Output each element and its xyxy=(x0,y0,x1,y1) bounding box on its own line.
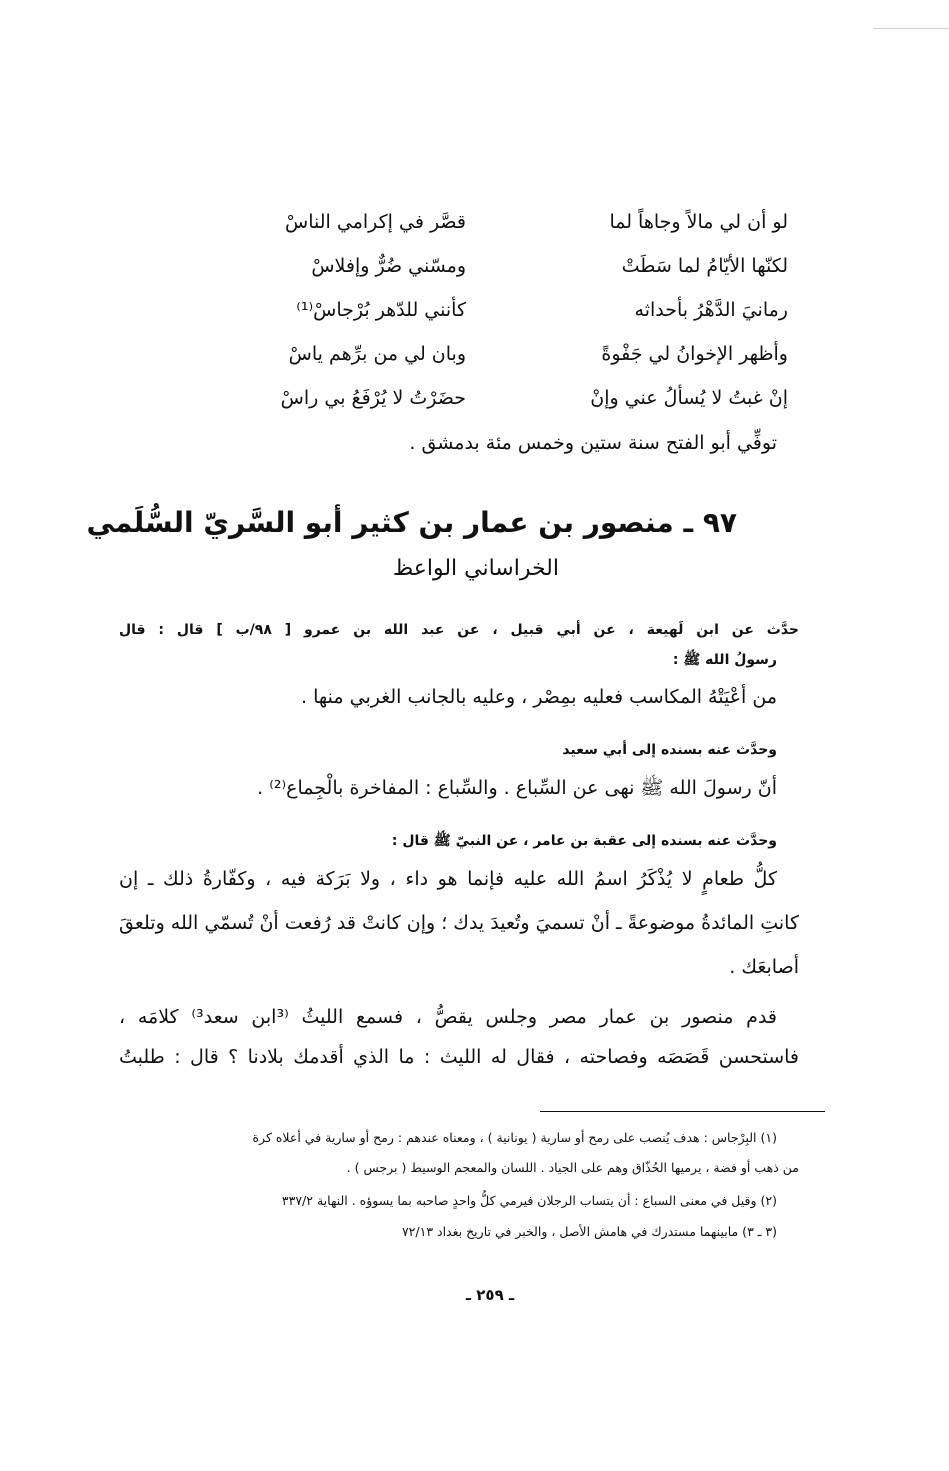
poem-verse xyxy=(190,376,788,420)
entry-subheading: الخراساني الواعظ xyxy=(392,556,559,581)
hadith-line: كلُّ طعامٍ لا يُذْكَرُ اسمُ الله عليه فإنما هو داء ، ولا بَرَكة فيه ، وكفّارةُ ذلك ـ إن xyxy=(119,868,777,890)
isnad-line: وحدَّث عنه بسنده إلى أبي سعيد xyxy=(562,742,777,758)
scan-edge-line xyxy=(873,28,949,29)
verse-second-hemistich: قصَّر في إكرامي الناسْ xyxy=(285,211,466,233)
narrative-line: فاستحسن قَصَصَه وفصاحته ، فقال له الليث : ما الذي أقدمك بلادنا ؟ قال : طلبتُ xyxy=(119,1046,799,1068)
verse-first-hemistich: لو أن لي مالاً وجاهاً لما xyxy=(609,211,788,233)
entry-heading: ٩٧ ـ منصور بن عمار بن كثير أبو السَّريّ السُّلَمي xyxy=(86,506,737,539)
hadith-text: من أعْيَتْهُ المكاسب فعليه بمِصْر ، وعليه بالجانب الغربي منها . xyxy=(301,686,777,708)
poem xyxy=(190,200,788,420)
footnote: (٣ ـ ٣) مابينهما مستدرك في هامش الأصل ، والخبر في تاريخ بغداد ٧٢/١٣ xyxy=(401,1224,777,1239)
hadith-line: كانتِ المائدةُ موضوعةً ـ أنْ تسميَ وتُعيدَ يدك ؛ وإن كانتْ قد رُفعت أنْ تُسمّي الله وتلعقَ xyxy=(118,912,799,934)
footnote: (١) البِرْجاس : هدف يُنصب على رمح أو سارية ( يونانية ) ، ومعناه عندهم : رمح أو سارية في أعلاه كرة xyxy=(252,1130,777,1145)
isnad-line: رسولُ الله ﷺ : xyxy=(672,652,777,668)
death-note: توفِّي أبو الفتح سنة ستين وخمس مئة بدمشق . xyxy=(409,432,777,454)
poem-verse xyxy=(190,244,788,288)
verse-first-hemistich: لكنّها الأيّامُ لما سَطَتْ xyxy=(621,255,788,277)
verse-second-hemistich: وبان لي من برِّهم ياسْ xyxy=(288,343,466,365)
poem-verse xyxy=(190,332,788,376)
footnote: (٢) وقيل في معنى السباع : أن يتساب الرجلان فيرمي كلُّ واحدٍ صاحبه بما يسوؤه . النهاية ٣٣٧/٢ xyxy=(281,1193,777,1208)
narrative-line: قدم منصور بن عمار مصر وجلس يقصُّ ، فسمع الليثُ ⁽³ابن سعد³⁾ كلامَه ، xyxy=(119,1006,777,1028)
page-number: ـ ٢٥٩ ـ xyxy=(465,1286,515,1304)
verse-second-hemistich: ومسّني ضُرٌّ وإفلاسْ xyxy=(311,255,466,277)
verse-first-hemistich: رمانيَ الدَّهْرُ بأحداثه xyxy=(634,299,788,321)
verse-first-hemistich: إنْ غبتُ لا يُسألُ عني وإنْ xyxy=(590,387,788,409)
hadith-text: أنّ رسولَ الله ﷺ نهى عن السِّباع . والسِّباع : المفاخرة بالْجِماع⁽²⁾ . xyxy=(257,777,777,799)
footnote-continuation: من ذهب أو فضة ، يرميها الحُذّاق وهم على الجياد . اللسان والمعجم الوسيط ( برجس ) . xyxy=(346,1160,799,1175)
footnote-divider xyxy=(540,1111,825,1112)
hadith-line: أصابعَك . xyxy=(729,956,799,978)
verse-second-hemistich: كأنني للدّهر بُرْجاسْ⁽¹⁾ xyxy=(296,299,466,321)
poem-verse xyxy=(190,288,788,332)
poem-verse xyxy=(190,200,788,244)
isnad-line: وحدَّث عنه بسنده إلى عقبة بن عامر ، عن النبيّ ﷺ قال : xyxy=(391,833,777,849)
isnad-line: حدَّث عن ابن لَهيعة ، عن أبي قبيل ، عن عبد الله بن عمرو [ ٩٨/ب ] قال : قال xyxy=(119,622,799,638)
verse-first-hemistich: وأظهر الإخوانُ لي جَفْوةً xyxy=(601,343,788,365)
verse-second-hemistich: حضَرْتُ لا يُرْفَعُ بي راسْ xyxy=(280,387,466,409)
